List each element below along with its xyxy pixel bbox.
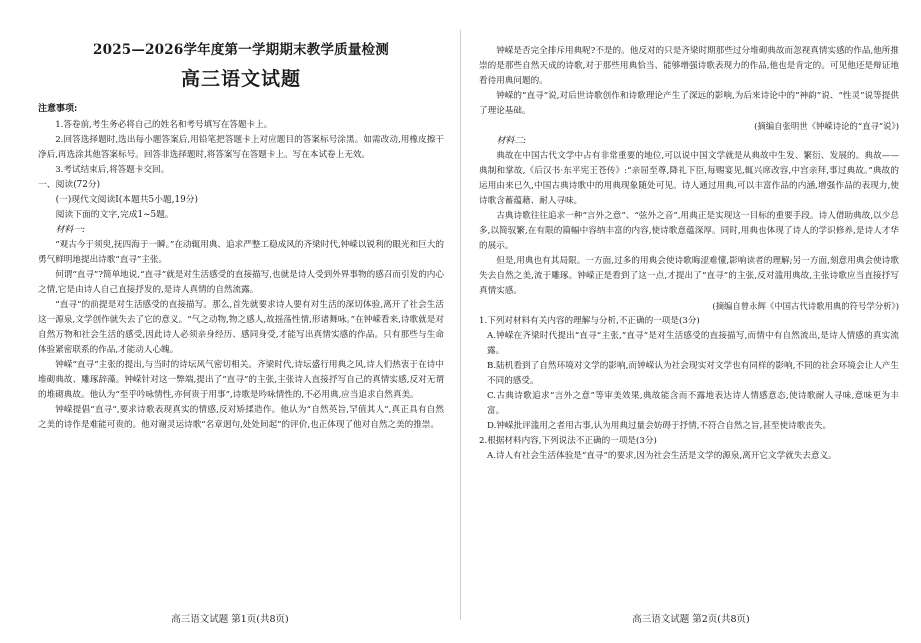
material-label: 材料二: <box>496 136 526 146</box>
paragraph: 钟嵘“直寻”主张的提出,与当时的诗坛风气密切相关。齐梁时代,诗坛盛行用典之风,诗人们热衷于在诗中堆砌典故、雕琢辞藻。钟嵘针对这一弊端,提出了“直寻”的主张,主张诗人直接抒写自己的真情实感,反对无谓的堆砌典故。他认为“至乎吟咏情性,亦何贵于用事”,诗歌是吟咏情性的,不必用典,应当追求自然真美。 <box>38 360 444 400</box>
paragraph: 古典诗歌往往追求一种“言外之意”、“弦外之音”,用典正是实现这一目标的重要手段。诗人借助典故,以少总多,以简驭繁,在有限的篇幅中容纳丰富的内容,使诗歌意蕴深厚。同时,用典也体现了诗人的学识修养,是诗人才华的展示。 <box>479 211 899 251</box>
paragraph: 钟嵘是否完全排斥用典呢?不是的。他反对的只是齐梁时期那些过分堆砌典故而忽视真情实感的作品,他所推崇的是那些自然天成的诗歌,对于那些用典恰当、能够增强诗歌表现力的作品,他也是肯定的。可见他还是辩证地看待用典问题的。 <box>479 46 899 86</box>
page-footer: 高三语文试题 第2页(共8页) <box>632 614 750 625</box>
subject-title: 高三语文试题 <box>180 68 301 90</box>
page-right <box>461 0 921 643</box>
paragraph: 典故在中国古代文学中占有非常重要的地位,可以说中国文学就是从典故中生发、繁衍、发展的。典故——典制和掌故,《后汉书·东平宪王苍传》:“亲屈至尊,降礼下臣,每赐宴见,辄兴席改容,中宫亲拜,事过典故。”典故的运用由来已久,中国古典诗歌中的用典现象随处可见。诗人通过用典,可以丰富作品的内涵,增强作品的表现力,使诗歌含蓄蕴藉、耐人寻味。 <box>479 151 899 206</box>
question-1: 1.下列对材料有关内容的理解与分析,不正确的一项是(3分) <box>479 316 700 326</box>
paragraph: “观古今于须臾,抚四海于一瞬。”在动辄用典、追求严整工稳成风的齐梁时代,钟嵘以锐利的眼光和巨大的勇气鲜明地提出诗歌“直寻”主张。 <box>38 240 444 265</box>
question-option: A.钟嵘在齐梁时代提出“直寻”主张,“直寻”是对生活感受的直接描写,而情中有自然流出,是诗人情感的真实流露。 <box>487 331 899 356</box>
page-footer: 高三语文试题 第1页(共8页) <box>171 614 289 625</box>
notes-heading: 注意事项: <box>38 104 78 114</box>
question-option: D.钟嵘批评滥用之者用古事,认为用典过量会妨碍于抒情,不符合自然之旨,甚至使诗歌丧失。 <box>487 421 832 431</box>
question-option: A.诗人有社会生活体验是“直寻”的要求,因为社会生活是文学的源泉,离开它文学就失去意义。 <box>487 451 837 461</box>
paragraph: 何谓“直寻”?简单地说,“直寻”就是对生活感受的直接描写,也就是诗人受到外界事物的感召而引发的内心之情,它是由诗人自己直接抒发的,是诗人真情的自然流露。 <box>38 270 444 295</box>
question-option: B.陆机看到了自然环境对文学的影响,而钟嵘认为社会现实对文学也有同样的影响,不同的社会环境会让人产生不同的感受。 <box>487 361 899 386</box>
page-left <box>0 0 460 643</box>
material-label: 材料一: <box>55 225 85 235</box>
note-item: 1.答卷前,考生务必将自己的姓名和考号填写在答题卡上。 <box>55 120 273 130</box>
question-2: 2.根据材料内容,下列说法不正确的一项是(3分) <box>479 436 657 446</box>
question-option: C.古典诗歌追求“言外之意”等审美效果,典故能含而不露地表达诗人情感意态,使诗歌耐人寻味,意味更为丰富。 <box>487 391 899 416</box>
source-citation: (摘编自张明世《钟嵘诗论的“直寻”说》) <box>754 121 899 131</box>
paragraph: “直寻”的前提是对生活感受的直接描写。那么,首先就要求诗人要有对生活的深切体验,离开了社会生活这一源泉,文学创作就失去了它的意义。“气之动物,物之感人,故摇荡性情,形诸舞咏。”在钟嵘看来,诗歌就是对自然万物和社会生活的感受,因此诗人必须亲身经历、感同身受,才能写出真情实感的作品。只有那些与生命体验紧密联系的作品,才能动人心魄。 <box>38 300 444 355</box>
reading-instruction: 阅读下面的文字,完成1~5题。 <box>55 210 174 220</box>
note-item: 3.考试结束后,将答题卡交回。 <box>55 165 170 175</box>
paragraph: 但是,用典也有其局限。一方面,过多的用典会使诗歌晦涩难懂,影响读者的理解;另一方面,刻意用典会使诗歌失去自然之美,流于雕琢。钟嵘正是看到了这一点,才提出了“直寻”的主张,反对滥用典故,主张诗歌应当直接抒写真情实感。 <box>479 256 899 296</box>
paragraph: 钟嵘的“直寻”说,对后世诗歌创作和诗歌理论产生了深远的影响,为后来诗论中的“神韵”说、“性灵”说等提供了理论基础。 <box>479 91 899 116</box>
paragraph: 钟嵘提倡“直寻”,要求诗歌表现真实的情感,反对矫揉造作。他认为“自然英旨,罕值其人”,真正具有自然之美的诗作是难能可贵的。他对谢灵运诗歌“名章迥句,处处间起”的评价,也正体现了他对自然之美的推崇。 <box>38 405 444 430</box>
exam-title: 2025—2026学年度第一学期期末教学质量检测 <box>93 42 389 58</box>
subsection-heading: (一)现代文阅读I(本题共5小题,19分) <box>55 195 198 205</box>
note-item: 2.回答选择题时,选出每小题答案后,用铅笔把答题卡上对应题目的答案标号涂黑。如需改动,用橡皮擦干净后,再选涂其他答案标号。回答非选择题时,将答案写在答题卡上。写在本试卷上无效。 <box>38 135 444 160</box>
source-citation: (摘编自曾永辉《中国古代诗歌用典的符号学分析》) <box>712 301 899 311</box>
section-heading: 一、阅读(72分) <box>38 180 101 190</box>
